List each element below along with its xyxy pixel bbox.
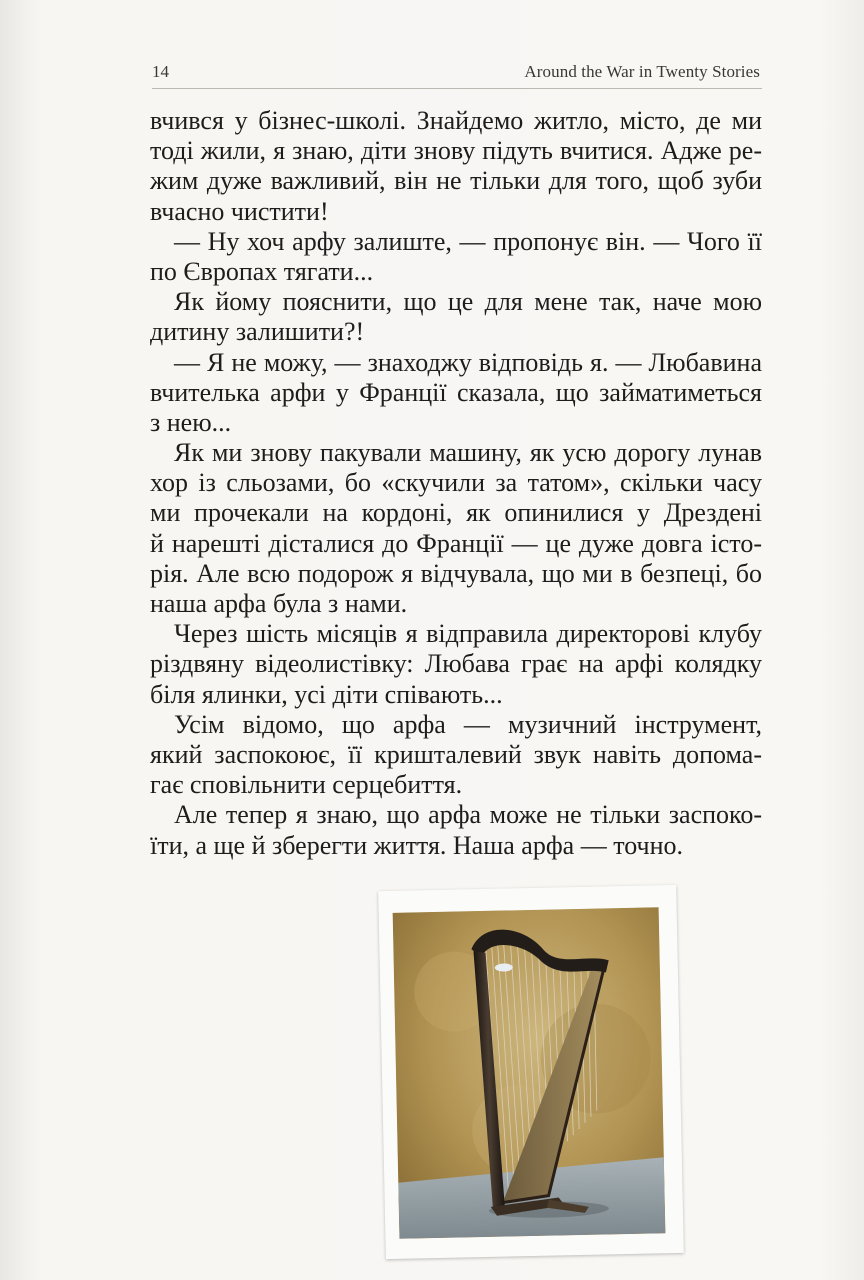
text-line: ми прочекали на кордоні, як опинилися у Дрездені bbox=[150, 498, 762, 528]
text-line: й нарешті дісталися до Франції — це дуже довга істо- bbox=[150, 528, 762, 558]
text-line: Але тепер я знаю, що арфа може не тільки заспоко- bbox=[174, 800, 762, 830]
text-line: хор із сльозами, бо «скучили за татом», скільки часу bbox=[150, 468, 762, 498]
harp-photo bbox=[393, 907, 666, 1238]
text-line: їти, а ще й зберегти життя. Наша арфа — точно. bbox=[150, 830, 684, 860]
running-title: Around the War in Twenty Stories bbox=[524, 62, 760, 81]
text-line: — Я не можу, — знаходжу відповідь я. — Любавина bbox=[174, 347, 762, 377]
text-line: Як ми знову пакували машину, як усю дорогу лунав bbox=[174, 438, 762, 468]
text-line: жим дуже важливий, він не тільки для того, щоб зуби bbox=[150, 166, 762, 196]
text-line: Через шість місяців я відправила директорові клубу bbox=[174, 619, 762, 649]
text-line: гає сповільнити серцебиття. bbox=[150, 770, 463, 800]
text-line: вчасно чистити! bbox=[150, 196, 329, 226]
text-line: різдвяну відеолистівку: Любава грає на арфі колядку bbox=[150, 649, 762, 679]
text-line: — Ну хоч арфу залиште, — пропонує він. — Чого її bbox=[174, 226, 762, 256]
text-line: біля ялинки, усі діти співають... bbox=[150, 679, 503, 709]
harp-illustration bbox=[393, 907, 666, 1238]
page-header bbox=[152, 58, 762, 89]
text-line: наша арфа була з нами. bbox=[150, 589, 408, 618]
text-line: з нею... bbox=[150, 407, 232, 437]
text-line: Як йому пояснити, що це для мене так, наче мою bbox=[174, 287, 762, 317]
text-line: тоді жили, я знаю, діти знову підуть вчитися. Адже ре- bbox=[150, 136, 762, 166]
text-line: рія. Але всю подорож я відчувала, що ми в безпеці, бо bbox=[150, 558, 762, 588]
page-number: 14 bbox=[152, 62, 169, 81]
text-line: який заспокоює, її кришталевий звук навіть допома- bbox=[150, 739, 762, 769]
text-line: по Європах тягати... bbox=[150, 256, 374, 286]
photo-frame bbox=[378, 885, 684, 1259]
text-line: дитину залишити?! bbox=[150, 317, 365, 347]
text-line: Усім відомо, що арфа — музичний інструмент, bbox=[174, 709, 762, 739]
body-text bbox=[150, 106, 762, 861]
text-line: вчився у бізнес-школі. Знайдемо житло, місто, де ми bbox=[150, 106, 762, 135]
text-line: вчителька арфи у Франції сказала, що займатиметься bbox=[150, 377, 762, 407]
